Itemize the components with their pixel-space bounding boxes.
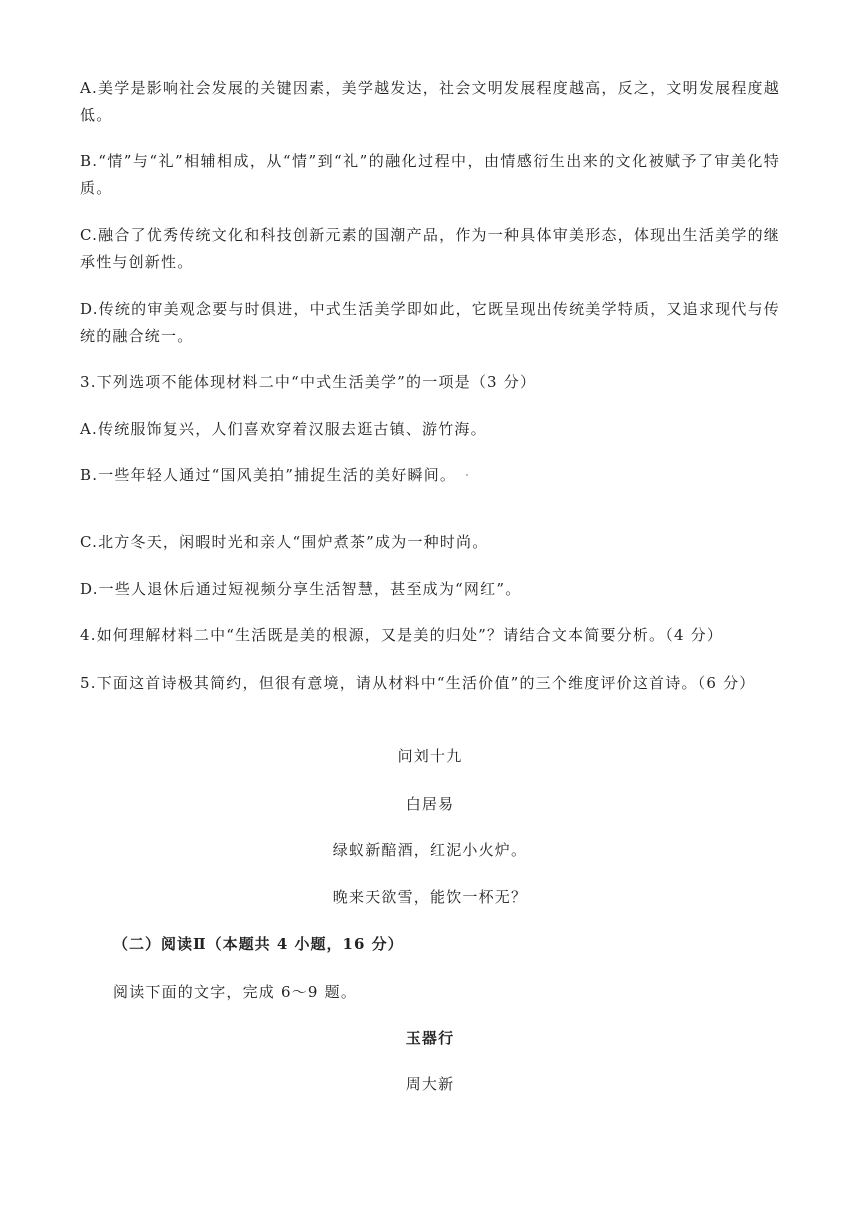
article-title: 玉器行	[405, 1029, 455, 1047]
option-2d: D.传统的审美观念要与时俱进，中式生活美学即如此，它既呈现出传统美学特质，又追求现代与传统的融合统一。	[80, 300, 780, 345]
poem-line-2: 晚来天欲雪，能饮一杯无？	[332, 888, 528, 906]
reading-instruction: 阅读下面的文字，完成 6～9 题。	[113, 983, 358, 1001]
section-heading: （二）阅读Ⅱ（本题共 4 小题，16 分）	[113, 935, 404, 953]
option-3c: C.北方冬天，闲暇时光和亲人“围炉煮茶”成为一种时尚。	[80, 533, 489, 551]
option-2c: C.融合了优秀传统文化和科技创新元素的国潮产品，作为一种具体审美形态，体现出生活美学的继承性与创新性。	[80, 226, 780, 271]
article-author: 周大新	[405, 1075, 455, 1093]
option-3d: D.一些人退休后通过短视频分享生活智慧，甚至成为“网红”。	[80, 580, 522, 598]
poem-author: 白居易	[405, 795, 455, 813]
question-5-stem: 5.下面这首诗极其简约，但很有意境，请从材料中“生活价值”的三个维度评价这首诗。（6 分）	[80, 674, 756, 692]
stray-mark	[466, 474, 468, 476]
option-2a: A.美学是影响社会发展的关键因素，美学越发达，社会文明发展程度越高，反之，文明发展程度越低。	[80, 79, 780, 124]
option-2b: B.“情”与“礼”相辅相成，从“情”到“礼”的融化过程中，由情感衍生出来的文化被赋予了审美化特质。	[80, 152, 780, 197]
option-3a: A.传统服饰复兴，人们喜欢穿着汉服去逛古镇、游竹海。	[80, 420, 487, 438]
question-3-stem: 3.下列选项不能体现材料二中“中式生活美学”的一项是（3 分）	[80, 373, 537, 391]
poem-line-1: 绿蚁新醅酒，红泥小火炉。	[332, 841, 528, 859]
question-4-stem: 4.如何理解材料二中“生活既是美的根源，又是美的归处”？请结合文本简要分析。（4 分）	[80, 626, 724, 644]
poem-title: 问刘十九	[397, 747, 463, 765]
option-3b: B.一些年轻人通过“国风美拍”捕捉生活的美好瞬间。	[80, 466, 457, 484]
